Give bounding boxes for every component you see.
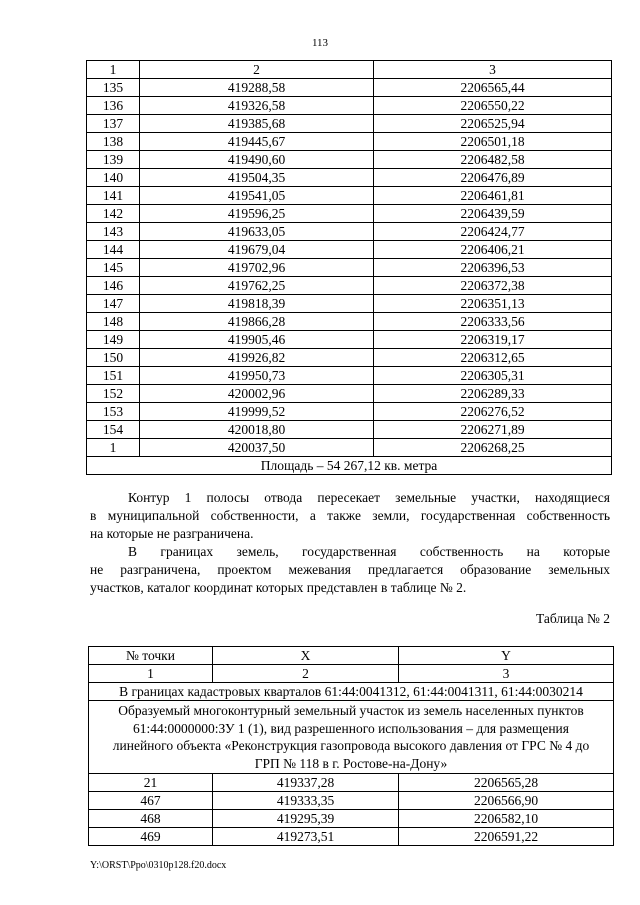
table-row: [87, 151, 612, 169]
paragraph-2: [90, 543, 610, 597]
point-number-cell: 1: [87, 439, 140, 457]
y-header: Y: [399, 647, 614, 665]
point-number-header: № точки: [89, 647, 213, 665]
point-number-cell: 138: [87, 133, 140, 151]
paragraph-line: участков, каталог координат которых представлен в таблице № 2.: [90, 580, 467, 595]
y-coordinate-cell: 2206396,53: [374, 259, 612, 277]
point-number-cell: 140: [87, 169, 140, 187]
x-coordinate-cell: 419926,82: [140, 349, 374, 367]
y-coordinate-cell: 2206351,13: [374, 295, 612, 313]
table-row: [87, 115, 612, 133]
table-header-row: [89, 647, 614, 665]
table-row: [89, 810, 614, 828]
description-row: [89, 701, 614, 774]
y-coordinate-cell: 2206591,22: [399, 828, 614, 846]
point-number-cell: 153: [87, 403, 140, 421]
x-coordinate-cell: 419273,51: [213, 828, 399, 846]
table-row: [87, 295, 612, 313]
table-row: [87, 259, 612, 277]
x-coordinate-cell: 419596,25: [140, 205, 374, 223]
y-coordinate-cell: 2206525,94: [374, 115, 612, 133]
cadastral-quarters: В границах кадастровых кварталов 61:44:0041312, 61:44:0041311, 61:44:0030214: [89, 683, 614, 701]
table1-body: [87, 79, 612, 457]
y-coordinate-cell: 2206276,52: [374, 403, 612, 421]
column-numbers-row: [89, 665, 614, 683]
x-coordinate-cell: 419385,68: [140, 115, 374, 133]
paragraph-line: в муниципальной собственности, а также земли, государственная собственность: [90, 508, 610, 523]
y-coordinate-cell: 2206319,17: [374, 331, 612, 349]
x-coordinate-cell: 419762,25: [140, 277, 374, 295]
y-coordinate-cell: 2206501,18: [374, 133, 612, 151]
y-coordinate-cell: 2206476,89: [374, 169, 612, 187]
x-header: X: [213, 647, 399, 665]
point-number-cell: 150: [87, 349, 140, 367]
coordinates-table-2: [88, 646, 614, 846]
point-number-cell: 137: [87, 115, 140, 133]
point-number-cell: 143: [87, 223, 140, 241]
point-number-cell: 136: [87, 97, 140, 115]
point-number-cell: 144: [87, 241, 140, 259]
y-coordinate-cell: 2206550,22: [374, 97, 612, 115]
column-number-2: 2: [140, 61, 374, 79]
coordinates-table-1: [86, 60, 612, 475]
page-number: 113: [311, 37, 329, 49]
table-row: [87, 169, 612, 187]
x-coordinate-cell: 419445,67: [140, 133, 374, 151]
x-coordinate-cell: 419504,35: [140, 169, 374, 187]
x-coordinate-cell: 419288,58: [140, 79, 374, 97]
y-coordinate-cell: 2206406,21: [374, 241, 612, 259]
table-row: [87, 331, 612, 349]
table-row: [87, 313, 612, 331]
paragraph-1: [90, 489, 610, 543]
paragraph-line: Контур 1 полосы отвода пересекает земельные участки, находящиеся: [128, 490, 610, 505]
x-coordinate-cell: 419866,28: [140, 313, 374, 331]
x-coordinate-cell: 420018,80: [140, 421, 374, 439]
y-coordinate-cell: 2206372,38: [374, 277, 612, 295]
y-coordinate-cell: 2206482,58: [374, 151, 612, 169]
point-number-cell: 147: [87, 295, 140, 313]
point-number-cell: 152: [87, 385, 140, 403]
area-total: Площадь – 54 267,12 кв. метра: [87, 457, 612, 475]
column-number-2: 2: [213, 665, 399, 683]
table-row: [87, 241, 612, 259]
point-number-cell: 154: [87, 421, 140, 439]
table-row: [89, 828, 614, 846]
table-row: [87, 439, 612, 457]
y-coordinate-cell: 2206565,28: [399, 774, 614, 792]
x-coordinate-cell: 419818,39: [140, 295, 374, 313]
y-coordinate-cell: 2206582,10: [399, 810, 614, 828]
point-number-cell: 151: [87, 367, 140, 385]
table-row: [87, 223, 612, 241]
x-coordinate-cell: 419950,73: [140, 367, 374, 385]
x-coordinate-cell: 419337,28: [213, 774, 399, 792]
y-coordinate-cell: 2206566,90: [399, 792, 614, 810]
land-plot-description: Образуемый многоконтурный земельный участок из земель населенных пунктов 61:44:0000000:ЗУ 1 (1), вид разрешенного использования – для размещения линейного объекта «Реконструкция газопровода высокого давления от ГРС № 4 до ГРП № 118 в г. Ростове-на-Дону»: [89, 701, 614, 774]
table-header-row: [87, 61, 612, 79]
x-coordinate-cell: 419333,35: [213, 792, 399, 810]
paragraph-line: не разграничена, проектом межевания предлагается образование земельных: [90, 562, 610, 577]
column-number-1: 1: [89, 665, 213, 683]
x-coordinate-cell: 420002,96: [140, 385, 374, 403]
x-coordinate-cell: 419905,46: [140, 331, 374, 349]
point-number-cell: 141: [87, 187, 140, 205]
paragraph-line: на которые не разграничена.: [90, 526, 254, 541]
column-number-1: 1: [87, 61, 140, 79]
point-number-cell: 467: [89, 792, 213, 810]
footer-file-path: Y:\ORST\Ppo\0310p128.f20.docx: [90, 860, 227, 871]
point-number-cell: 21: [89, 774, 213, 792]
table-row: [87, 421, 612, 439]
y-coordinate-cell: 2206305,31: [374, 367, 612, 385]
area-row: [87, 457, 612, 475]
point-number-cell: 135: [87, 79, 140, 97]
y-coordinate-cell: 2206424,77: [374, 223, 612, 241]
table-row: [87, 367, 612, 385]
x-coordinate-cell: 419679,04: [140, 241, 374, 259]
point-number-cell: 146: [87, 277, 140, 295]
y-coordinate-cell: 2206312,65: [374, 349, 612, 367]
table-row: [87, 133, 612, 151]
y-coordinate-cell: 2206565,44: [374, 79, 612, 97]
y-coordinate-cell: 2206271,89: [374, 421, 612, 439]
y-coordinate-cell: 2206289,33: [374, 385, 612, 403]
y-coordinate-cell: 2206268,25: [374, 439, 612, 457]
column-number-3: 3: [374, 61, 612, 79]
point-number-cell: 149: [87, 331, 140, 349]
table-row: [87, 205, 612, 223]
table-row: [87, 79, 612, 97]
table2-body: [89, 683, 614, 846]
point-number-cell: 469: [89, 828, 213, 846]
point-number-cell: 468: [89, 810, 213, 828]
y-coordinate-cell: 2206461,81: [374, 187, 612, 205]
point-number-cell: 148: [87, 313, 140, 331]
table-caption: Таблица № 2: [536, 611, 610, 626]
table-row: [87, 385, 612, 403]
x-coordinate-cell: 419633,05: [140, 223, 374, 241]
x-coordinate-cell: 419541,05: [140, 187, 374, 205]
x-coordinate-cell: 419490,60: [140, 151, 374, 169]
x-coordinate-cell: 419999,52: [140, 403, 374, 421]
x-coordinate-cell: 420037,50: [140, 439, 374, 457]
paragraph-line: В границах земель, государственная собственность на которые: [128, 544, 610, 559]
point-number-cell: 142: [87, 205, 140, 223]
y-coordinate-cell: 2206333,56: [374, 313, 612, 331]
table-row: [89, 774, 614, 792]
point-number-cell: 145: [87, 259, 140, 277]
table-row: [87, 349, 612, 367]
column-number-3: 3: [399, 665, 614, 683]
table-row: [87, 277, 612, 295]
table-row: [87, 187, 612, 205]
y-coordinate-cell: 2206439,59: [374, 205, 612, 223]
table-row: [89, 792, 614, 810]
table-row: [87, 97, 612, 115]
x-coordinate-cell: 419326,58: [140, 97, 374, 115]
point-number-cell: 139: [87, 151, 140, 169]
table-row: [87, 403, 612, 421]
x-coordinate-cell: 419295,39: [213, 810, 399, 828]
quarters-row: [89, 683, 614, 701]
x-coordinate-cell: 419702,96: [140, 259, 374, 277]
